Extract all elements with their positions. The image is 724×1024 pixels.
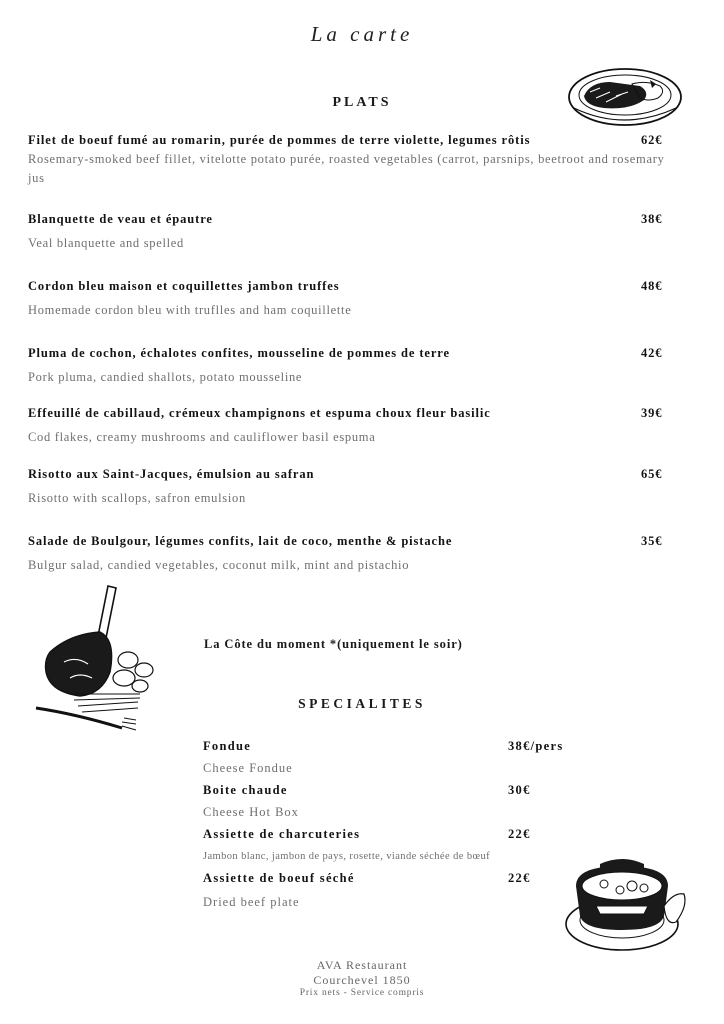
dish-name: Filet de boeuf fumé au romarin, purée de pommes de terre violette, legumes rôtis (28, 133, 531, 147)
dish-price: 35€ (641, 534, 663, 548)
specialite-price: 30€ (508, 783, 531, 797)
dish-description: Veal blanquette and spelled (28, 236, 185, 250)
dish-description: Cod flakes, creamy mushrooms and cauliflower basil espuma (28, 430, 376, 444)
specialite-price: 22€ (508, 871, 531, 885)
page-title: La carte (310, 22, 414, 46)
cote-du-moment: La Côte du moment *(uniquement le soir) (204, 637, 463, 651)
specialite-description: Dried beef plate (203, 895, 300, 909)
dish-name: Risotto aux Saint-Jacques, émulsion au safran (28, 467, 315, 481)
specialite-description: Cheese Hot Box (203, 805, 299, 819)
footer-price-note: Prix nets - Service compris (299, 988, 425, 998)
footer-location: Courchevel 1850 (313, 973, 411, 987)
dish-name: Pluma de cochon, échalotes confites, mousseline de pommes de terre (28, 346, 450, 360)
specialite-price: 38€/pers (508, 739, 564, 753)
dish-name: Blanquette de veau et épautre (28, 212, 213, 226)
dish-price: 42€ (641, 346, 663, 360)
specialite-description: Jambon blanc, jambon de pays, rosette, viande séchée de bœuf (203, 851, 490, 862)
dish-price: 38€ (641, 212, 663, 226)
dish-price: 39€ (641, 406, 663, 420)
specialite-description: Cheese Fondue (203, 761, 293, 775)
dish-name: Effeuillé de cabillaud, crémeux champignons et espuma choux fleur basilic (28, 406, 491, 420)
fondue-pot-icon (560, 852, 690, 956)
dish-price: 65€ (641, 467, 663, 481)
dish-name: Salade de Boulgour, légumes confits, lait de coco, menthe & pistache (28, 534, 453, 548)
dish-description: Risotto with scallops, safron emulsion (28, 491, 246, 505)
footer-restaurant-name: AVA Restaurant (316, 958, 408, 972)
specialite-name: Fondue (203, 739, 252, 753)
specialites-heading: SPECIALITES (298, 696, 426, 711)
dish-description: Rosemary-smoked beef fillet, vitelotte potato purée, roasted vegetables (carrot, parsnips, beetroot and rosemary jus (28, 152, 665, 185)
specialite-name: Assiette de boeuf séché (203, 871, 355, 885)
specialite-name: Assiette de charcuteries (203, 827, 361, 841)
dish-price: 48€ (641, 279, 663, 293)
dish-name: Cordon bleu maison et coquillettes jambon truffes (28, 279, 340, 293)
dish-description: Bulgur salad, candied vegetables, coconut milk, mint and pistachio (28, 558, 410, 572)
plats-heading: PLATS (332, 95, 392, 110)
dish-description: Homemade cordon bleu with truflles and ham coquillette (28, 303, 352, 317)
dish-description: Pork pluma, candied shallots, potato mousseline (28, 370, 303, 384)
specialite-name: Boite chaude (203, 783, 288, 797)
dish-price: 62€ (641, 133, 663, 147)
specialite-price: 22€ (508, 827, 531, 841)
